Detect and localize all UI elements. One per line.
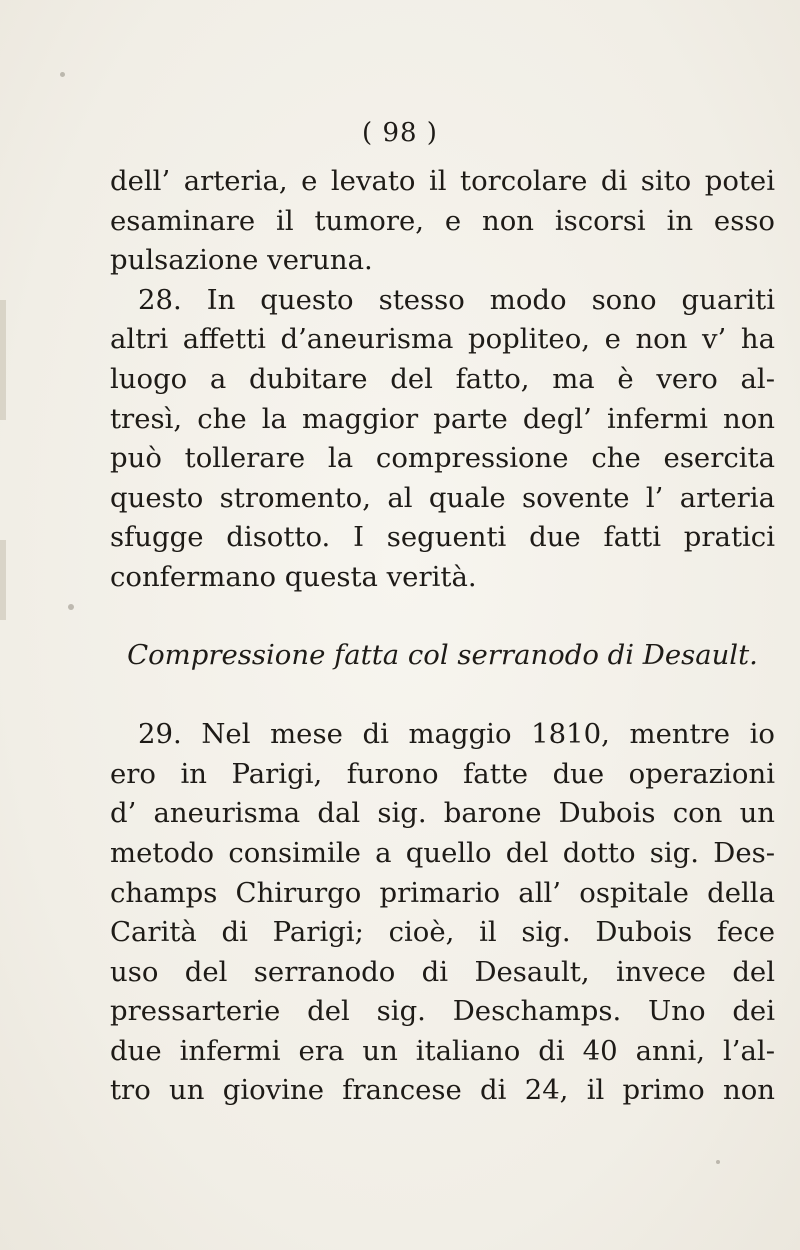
text-line: tro un giovine francese di 24, il primo non <box>110 1074 775 1107</box>
text-line: pulsazione veruna. <box>110 244 373 277</box>
paper-speck <box>60 72 65 77</box>
text-line: dell’ arteria, e levato il torcolare di sito potei <box>110 165 775 197</box>
section-heading: Compressione fatta col serranodo di Desault. <box>127 638 758 671</box>
text-line: luogo a dubitare del fatto, ma è vero al- <box>110 362 775 395</box>
text-line: sfugge disotto. I seguenti due fatti pratici <box>110 521 775 554</box>
page-edge-shadow <box>0 300 6 420</box>
text-line: champs Chirurgo primario all’ ospitale della <box>110 876 775 909</box>
paper-speck <box>68 604 74 610</box>
text-line: uso del serranodo di Desault, invece del <box>110 955 775 988</box>
text-line: esaminare il tumore, e non iscorsi in esso <box>110 204 775 237</box>
text-line: due infermi era un italiano di 40 anni, l’al- <box>110 1034 775 1067</box>
page-number: ( 98 ) <box>362 118 438 148</box>
text-line: altri affetti d’aneurisma popliteo, e non v’ ha <box>110 323 775 356</box>
text-line: può tollerare la compressione che esercita <box>110 442 775 475</box>
body-text <box>110 162 775 1111</box>
paper-speck <box>716 1160 720 1164</box>
text-line: Carità di Parigi; cioè, il sig. Dubois fece <box>110 916 775 949</box>
text-line: metodo consimile a quello del dotto sig. Des- <box>110 836 775 869</box>
text-line: 28. In questo stesso modo sono guariti <box>138 283 775 316</box>
text-line: tresì, che la maggior parte degl’ infermi non <box>110 402 775 435</box>
text-line: questo stromento, al quale sovente l’ arteria <box>110 481 775 514</box>
text-line: pressarterie del sig. Deschamps. Uno dei <box>110 995 775 1028</box>
page-edge-shadow <box>0 540 6 620</box>
text-line: 29. Nel mese di maggio 1810, mentre io <box>138 718 775 751</box>
text-line: ero in Parigi, furono fatte due operazioni <box>110 757 775 790</box>
text-line: confermano questa verità. <box>110 560 477 593</box>
text-line: d’ aneurisma dal sig. barone Dubois con un <box>110 797 775 830</box>
